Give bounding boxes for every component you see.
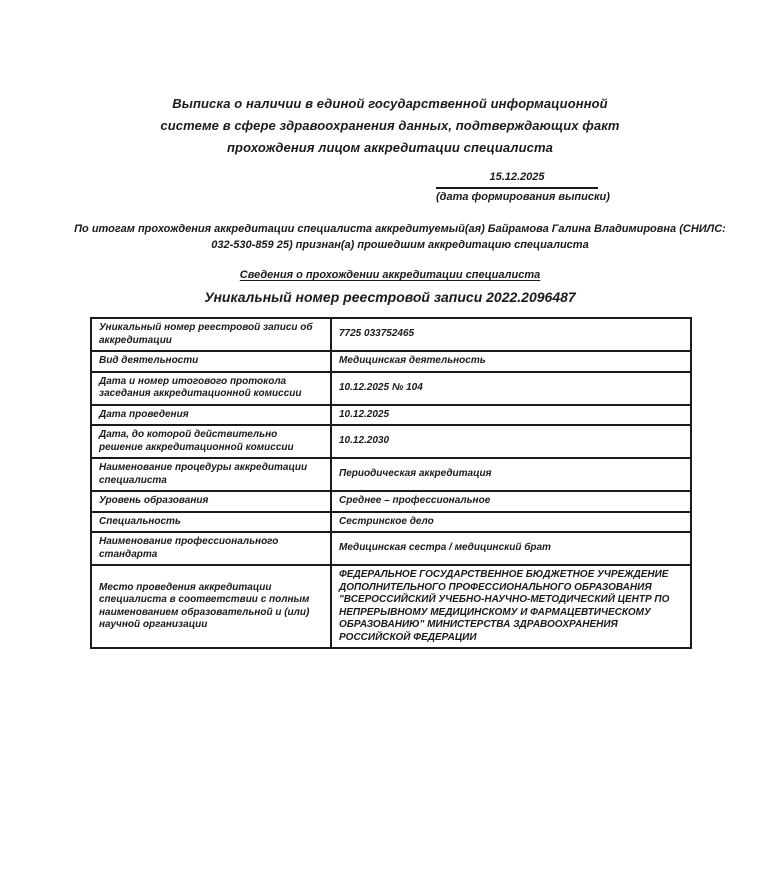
row-value: Медицинская деятельность (331, 351, 691, 372)
document-title-line: прохождения лицом аккредитации специалиста (227, 140, 553, 155)
table-row (91, 512, 691, 533)
table-row (91, 372, 691, 405)
table-row (91, 405, 691, 426)
document-title-line: Выписка о наличии в единой государственной информационной (172, 96, 608, 111)
row-label: Дата, до которой действительно решение аккредитационной комиссии (91, 425, 331, 458)
issue-date: 15.12.2025 (436, 170, 598, 189)
accreditation-table (90, 317, 692, 649)
table-row (91, 351, 691, 372)
row-value: Сестринское дело (331, 512, 691, 533)
document-title (0, 93, 780, 159)
row-value: Периодическая аккредитация (331, 458, 691, 491)
row-value: 7725 033752465 (331, 318, 691, 351)
row-value: 10.12.2025 № 104 (331, 372, 691, 405)
row-label: Вид деятельности (91, 351, 331, 372)
intro-paragraph (30, 221, 770, 253)
row-value: ФЕДЕРАЛЬНОЕ ГОСУДАРСТВЕННОЕ БЮДЖЕТНОЕ УЧРЕЖДЕНИЕ ДОПОЛНИТЕЛЬНОГО ПРОФЕССИОНАЛЬНОГО ОБРАЗОВАНИЯ "ВСЕРОССИЙСКИЙ УЧЕБНО-НАУЧНО-МЕТОДИЧЕСКИЙ ЦЕНТР ПО НЕПРЕРЫВНОМУ МЕДИЦИНСКОМУ И ФАРМАЦЕВТИЧЕСКОМУ ОБРАЗОВАНИЮ" МИНИСТЕРСТВА ЗДРАВООХРАНЕНИЯ РОССИЙСКОЙ ФЕДЕРАЦИИ (331, 565, 691, 648)
row-label: Уровень образования (91, 491, 331, 512)
row-label: Дата проведения (91, 405, 331, 426)
registry-number-heading: Уникальный номер реестровой записи 2022.2096487 (204, 289, 576, 305)
row-label: Дата и номер итогового протокола заседания аккредитационной комиссии (91, 372, 331, 405)
row-label: Место проведения аккредитации специалиста в соответствии с полным наименованием образовательной и (или) научной организации (91, 565, 331, 648)
row-label: Наименование процедуры аккредитации специалиста (91, 458, 331, 491)
row-value: Среднее – профессиональное (331, 491, 691, 512)
issue-date-block (436, 170, 610, 204)
table-row (91, 458, 691, 491)
row-value: 10.12.2025 (331, 405, 691, 426)
table-row (91, 532, 691, 565)
row-value: 10.12.2030 (331, 425, 691, 458)
row-value: Медицинская сестра / медицинский брат (331, 532, 691, 565)
table-row (91, 491, 691, 512)
row-label: Уникальный номер реестровой записи об аккредитации (91, 318, 331, 351)
table-row (91, 318, 691, 351)
intro-paragraph-line: По итогам прохождения аккредитации специалиста аккредитуемый(ая) Байрамова Галина Владимировна (СНИЛС: (74, 223, 726, 235)
table-row (91, 425, 691, 458)
intro-paragraph-line: 032-530-859 25) признан(а) прошедшим аккредитацию специалиста (211, 239, 589, 251)
table-row (91, 565, 691, 648)
issue-date-caption: (дата формирования выписки) (436, 191, 610, 203)
row-label: Специальность (91, 512, 331, 533)
section-heading: Сведения о прохождении аккредитации специалиста (239, 269, 541, 281)
document-title-line: системе в сфере здравоохранения данных, подтверждающих факт (160, 118, 620, 133)
row-label: Наименование профессионального стандарта (91, 532, 331, 565)
